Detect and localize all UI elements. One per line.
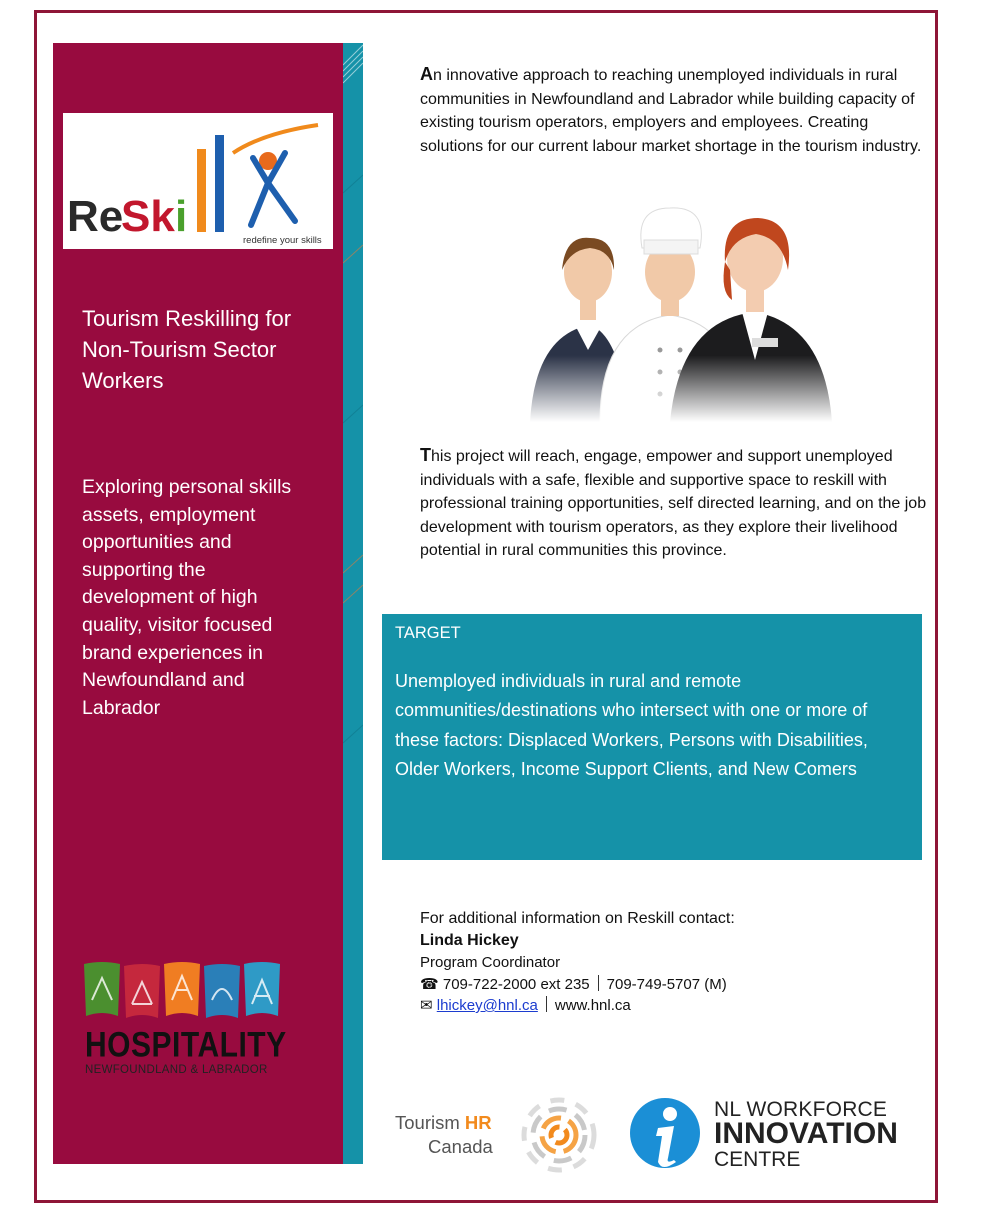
telephone-icon: ☎ (420, 975, 439, 993)
hospitality-banner-icon (82, 960, 282, 1022)
nl-workforce-line1: NL WORKFORCE (714, 1098, 888, 1121)
target-box (382, 614, 922, 860)
sidebar-title: Tourism Reskilling for Non-Tourism Sector Workers (82, 306, 292, 393)
contact-phone-row (420, 974, 735, 996)
contact-mobile: 709-749-5707 (M) (606, 975, 727, 993)
reskill-logo (63, 113, 333, 249)
hospitality-subtitle: NEWFOUNDLAND & LABRADOR (85, 1064, 268, 1076)
contact-email-link[interactable]: lhickey@hnl.ca (436, 997, 538, 1014)
target-title: TARGET (395, 624, 461, 642)
reskill-logo-sk: Sk (121, 192, 175, 241)
tourism-hr-canada-wordmark (395, 1111, 493, 1159)
info-icon (628, 1096, 702, 1170)
contact-intro: For additional information on Reskill contact: (420, 910, 735, 927)
intro-paragraph (420, 63, 935, 158)
tourism-hr-swirl-icon (513, 1093, 605, 1177)
intro-text: n innovative approach to reaching unemployed individuals in rural communities in Newfoundland and Labrador while building capacity of existing tourism operators, employers and employees. Creating solutions for our current labour market shortage in the tourism industry. (420, 67, 922, 155)
reskill-logo-i: i (175, 192, 188, 241)
project-paragraph (420, 444, 935, 563)
tourism-hr-canada-logo (395, 1093, 610, 1173)
envelope-icon: ✉ (420, 997, 433, 1014)
reskill-logo-tagline: redefine your skills (243, 235, 322, 246)
target-body: Unemployed individuals in rural and remote communities/destinations who intersect with one or more of these factors: Displaced Workers, Persons with Disabilities, Older Workers, Income Support Clients, and New Comers (395, 671, 868, 779)
nl-workforce-line3: CENTRE (714, 1148, 801, 1171)
sidebar-stripe (343, 43, 363, 1164)
project-drop-letter: T (420, 445, 431, 465)
contact-phone: 709-722-2000 ext 235 (442, 975, 590, 993)
tourism-hr-word3: Canada (428, 1136, 493, 1157)
contact-role: Program Coordinator (420, 954, 561, 971)
divider (598, 975, 599, 991)
sidebar-description: Exploring personal skills assets, employment opportunities and supporting the development of high quality, visitor focused brand experiences in Newfoundland and Labrador (82, 476, 292, 719)
reskill-logo-bar-blue (215, 135, 224, 232)
reskill-logo-re: Re (67, 192, 124, 241)
tourism-hr-word1: Tourism (395, 1112, 460, 1133)
contact-name: Linda Hickey (420, 932, 519, 949)
intro-drop-letter: A (420, 64, 433, 84)
contact-email-row (420, 995, 735, 1017)
contact-block (420, 908, 735, 1017)
hospitality-logo (82, 960, 292, 1080)
nl-workforce-logo (628, 1096, 913, 1170)
divider (546, 996, 547, 1012)
reskill-logo-bar-orange (197, 149, 206, 232)
tourism-hr-word2: HR (464, 1112, 492, 1133)
staff-photo (520, 200, 840, 422)
hospitality-wordmark: HOSPITALITY (85, 1026, 287, 1065)
project-text: his project will reach, engage, empower and support unemployed individuals with a safe, flexible and supportive space to reskill with professional training opportunities, self directed learning, and on the job development with tourism operators, as they explore their livelihood potential in rural communities this province. (420, 448, 927, 559)
contact-website: www.hnl.ca (554, 997, 631, 1014)
nl-workforce-line2: INNOVATION (714, 1117, 898, 1150)
